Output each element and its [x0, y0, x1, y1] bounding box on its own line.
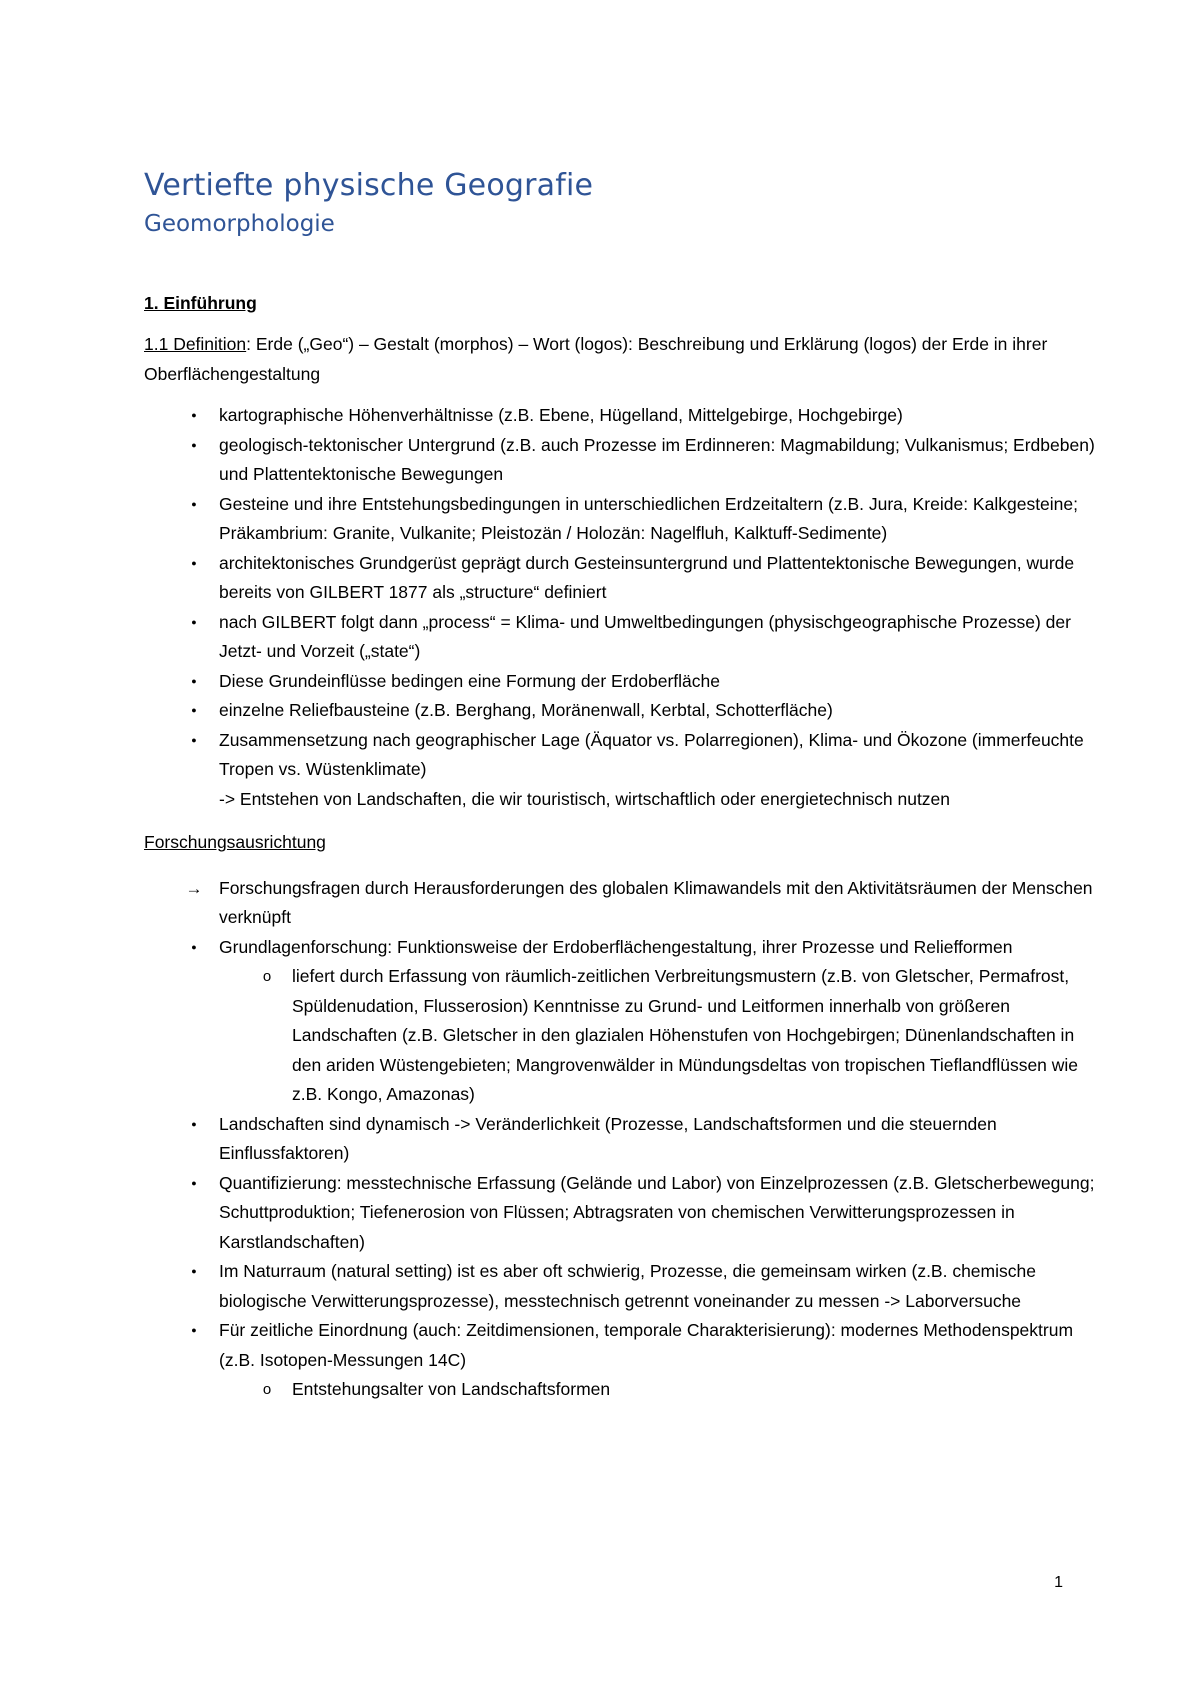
bullet-icon [184, 696, 204, 729]
bullet-icon [184, 1110, 204, 1143]
list-item: ● Im Naturraum (natural setting) ist es aber oft schwierig, Prozesse, die gemeinsam wirken (z.B. chemische biologische Verwitterungsprozesse), messtechnisch getrennt voneinander zu messen -> Laborversuche [144, 1257, 1100, 1316]
bullet-icon [184, 1169, 204, 1202]
bullet-icon [184, 490, 204, 523]
list-item: ● Grundlagenforschung: Funktionsweise der Erdoberflächengestaltung, ihrer Prozesse und Reliefformen o liefert durch Erfassung von räumlich-zeitlichen Verbreitungsmustern (z.B. von Gletscher, Permafrost, Spüldenudation, Flusserosion) Kenntnisse zu Grund- und Leitformen innerhalb von größeren Landschaften (z.B. Gletscher in den glazialen Höhenstufen von Hochgebirgen; Dünenlandschaften in den ariden Wüstengebieten; Mangrovenwälder in Mündungsdeltas von tropischen Tieflandflüssen wie z.B. Kongo, Amazonas) [144, 933, 1100, 1110]
bullet-continuation: -> Entstehen von Landschaften, die wir touristisch, wirtschaftlich oder energietechnisch nutzen [219, 788, 951, 809]
list-item: ● Für zeitliche Einordnung (auch: Zeitdimensionen, temporale Charakterisierung): modernes Methodenspektrum (z.B. Isotopen-Messungen 14C) o Entstehungsalter von Landschaftsformen [144, 1316, 1100, 1405]
circle-bullet-icon: o [262, 1381, 272, 1398]
list-item: ● Quantifizierung: messtechnische Erfassung (Gelände und Labor) von Einzelprozessen (z.B. Gletscherbewegung; Schuttproduktion; Tiefenerosion von Flüssen; Abtragsraten von chemischen Verwitterungsprozessen in Karstlandschaften) [144, 1169, 1100, 1258]
bullet-icon [184, 431, 204, 464]
document-title: Vertiefte physische Geografie [144, 168, 594, 203]
list-item: ● kartographische Höhenverhältnisse (z.B. Ebene, Hügelland, Mittelgebirge, Hochgebirge) [144, 401, 1100, 431]
list-item: → Forschungsfragen durch Herausforderungen des globalen Klimawandels mit den Aktivitätsräumen der Menschen verknüpft [144, 874, 1100, 933]
bullet-icon [184, 401, 204, 434]
list-item: ● einzelne Reliefbausteine (z.B. Berghang, Moränenwall, Kerbtal, Schotterfläche) [144, 696, 1100, 726]
bullet-icon [184, 933, 204, 966]
research-bullet-list [144, 874, 1100, 1405]
sub-list-item: o Entstehungsalter von Landschaftsformen [219, 1375, 1100, 1405]
list-item: ● geologisch-tektonischer Untergrund (z.B. auch Prozesse im Erdinneren: Magmabildung; Vulkanismus; Erdbeben) und Plattentektonische Bewegungen [144, 431, 1100, 490]
definition-bullet-list [144, 401, 1100, 814]
definition-paragraph [144, 330, 1100, 389]
list-item: ● Zusammensetzung nach geographischer Lage (Äquator vs. Polarregionen), Klima- und Ökozone (immerfeuchte Tropen vs. Wüstenklimate) -> Entstehen von Landschaften, die wir touristisch, wirtschaftlich oder energietechnisch nutzen [144, 726, 1100, 815]
bullet-icon [184, 1316, 204, 1349]
bullet-icon [184, 726, 204, 759]
definition-label: 1.1 Definition [144, 334, 247, 354]
bullet-icon [184, 549, 204, 582]
list-item: ● Landschaften sind dynamisch -> Veränderlichkeit (Prozesse, Landschaftsformen und die steuernden Einflussfaktoren) [144, 1110, 1100, 1169]
sub-list [219, 1375, 1100, 1405]
sub-list [219, 962, 1100, 1110]
list-item: ● nach GILBERT folgt dann „process“ = Klima- und Umweltbedingungen (physischgeographische Prozesse) der Jetzt- und Vorzeit („state“) [144, 608, 1100, 667]
page-number: 1 [1054, 1574, 1063, 1591]
bullet-icon [184, 608, 204, 641]
circle-bullet-icon: o [262, 968, 272, 985]
definition-text: : Erde („Geo“) – Gestalt (morphos) – Wort (logos): Beschreibung und Erklärung (logos) der Erde in ihrer Oberflächengestaltung [144, 334, 1048, 384]
list-item: ● architektonisches Grundgerüst geprägt durch Gesteinsuntergrund und Plattentektonische Bewegungen, wurde bereits von GILBERT 1877 als „structure“ definiert [144, 549, 1100, 608]
bullet-icon [184, 667, 204, 700]
list-item: ● Diese Grundeinflüsse bedingen eine Formung der Erdoberfläche [144, 667, 1100, 697]
research-heading: Forschungsausrichtung [144, 832, 326, 852]
bullet-icon [184, 1257, 204, 1290]
document-subtitle: Geomorphologie [144, 211, 335, 237]
list-item: ● Gesteine und ihre Entstehungsbedingungen in unterschiedlichen Erdzeitaltern (z.B. Jura, Kreide: Kalkgesteine; Präkambrium: Granite, Vulkanite; Pleistozän / Holozän: Nagelfluh, Kalktuff-Sedimente) [144, 490, 1100, 549]
section-heading-einfuehrung: 1. Einführung [144, 293, 257, 313]
sub-list-item: o liefert durch Erfassung von räumlich-zeitlichen Verbreitungsmustern (z.B. von Gletscher, Permafrost, Spüldenudation, Flusserosion) Kenntnisse zu Grund- und Leitformen innerhalb von größeren Landschaften (z.B. Gletscher in den glazialen Höhenstufen von Hochgebirgen; Dünenlandschaften in den ariden Wüstengebieten; Mangrovenwälder in Mündungsdeltas von tropischen Tieflandflüssen wie z.B. Kongo, Amazonas) [219, 962, 1100, 1110]
arrow-right-icon: → [185, 878, 203, 898]
